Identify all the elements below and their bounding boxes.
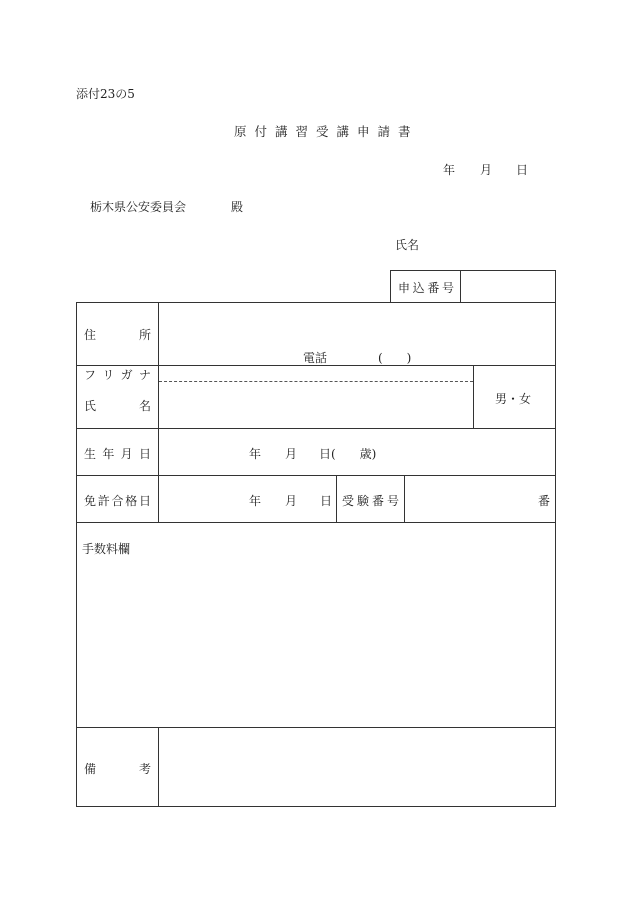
pass-date-label <box>84 492 151 509</box>
exam-number-field[interactable] <box>406 477 534 521</box>
exam-number-label <box>342 492 399 509</box>
birth-year-label: 年 <box>249 447 262 461</box>
remarks-label-char: 備 <box>84 762 97 776</box>
birthdate-label-char: 日 <box>138 447 151 461</box>
furigana-label-char: ナ <box>138 368 151 382</box>
document-title: 原付講習受講申請書 <box>234 124 419 139</box>
birthdate-label-char: 月 <box>120 447 133 461</box>
furigana-label-char: リ <box>102 368 115 382</box>
furigana-label-char: ガ <box>120 368 133 382</box>
pass-date-label-char: 日 <box>138 494 151 508</box>
date-day-label: 日 <box>516 163 529 177</box>
pass-date-label-char: 許 <box>97 494 110 508</box>
application-number-label-char: 申 <box>398 281 411 295</box>
honorific: 殿 <box>231 200 244 214</box>
pass-month-label: 月 <box>285 494 298 508</box>
application-number-label-char: 号 <box>441 281 454 295</box>
address-field[interactable] <box>160 304 554 348</box>
furigana-label-char: フ <box>84 368 97 382</box>
exam-number-label-char: 番 <box>371 494 384 508</box>
gender-options[interactable]: 男・女 <box>495 392 532 406</box>
pass-date-label-char: 合 <box>111 494 124 508</box>
application-number-label-char: 番 <box>427 281 440 295</box>
address-label <box>84 326 151 343</box>
application-number-label-char: 込 <box>412 281 425 295</box>
name-label-char: 名 <box>138 399 151 413</box>
phone-label: 電話 <box>303 351 328 365</box>
remarks-field[interactable] <box>160 729 554 805</box>
applicant-name-label: 氏名 <box>395 238 420 252</box>
addressee: 栃木県公安委員会 <box>90 200 187 214</box>
birth-day-age-label: 日( 歳) <box>319 447 377 461</box>
date-month-label: 月 <box>480 163 493 177</box>
application-number-label <box>398 279 454 296</box>
pass-day-label: 日 <box>320 494 333 508</box>
address-label-char: 所 <box>138 328 151 342</box>
address-label-char: 住 <box>84 328 97 342</box>
remarks-label-char: 考 <box>138 762 151 776</box>
exam-number-suffix: 番 <box>538 494 551 508</box>
furigana-field[interactable] <box>160 367 472 380</box>
exam-number-label-char: 号 <box>386 494 399 508</box>
birthdate-label-char: 生 <box>84 447 97 461</box>
fee-section-label: 手数料欄 <box>82 542 131 556</box>
remarks-label <box>84 760 151 777</box>
pass-date-label-char: 格 <box>125 494 138 508</box>
exam-number-label-char: 験 <box>356 494 369 508</box>
exam-number-label-char: 受 <box>342 494 355 508</box>
phone-parentheses: ( ) <box>378 351 412 365</box>
date-year-label: 年 <box>443 163 456 177</box>
birthdate-label-char: 年 <box>102 447 115 461</box>
fee-section-area <box>78 560 554 725</box>
pass-year-label: 年 <box>249 494 262 508</box>
name-label <box>84 397 151 414</box>
pass-date-label-char: 免 <box>84 494 97 508</box>
name-label-char: 氏 <box>84 399 97 413</box>
furigana-label <box>84 366 151 383</box>
application-number-field[interactable] <box>462 272 554 301</box>
birth-month-label: 月 <box>285 447 298 461</box>
attachment-number: 添付23の5 <box>76 87 135 101</box>
name-field[interactable] <box>160 383 472 427</box>
birthdate-label <box>84 445 151 462</box>
